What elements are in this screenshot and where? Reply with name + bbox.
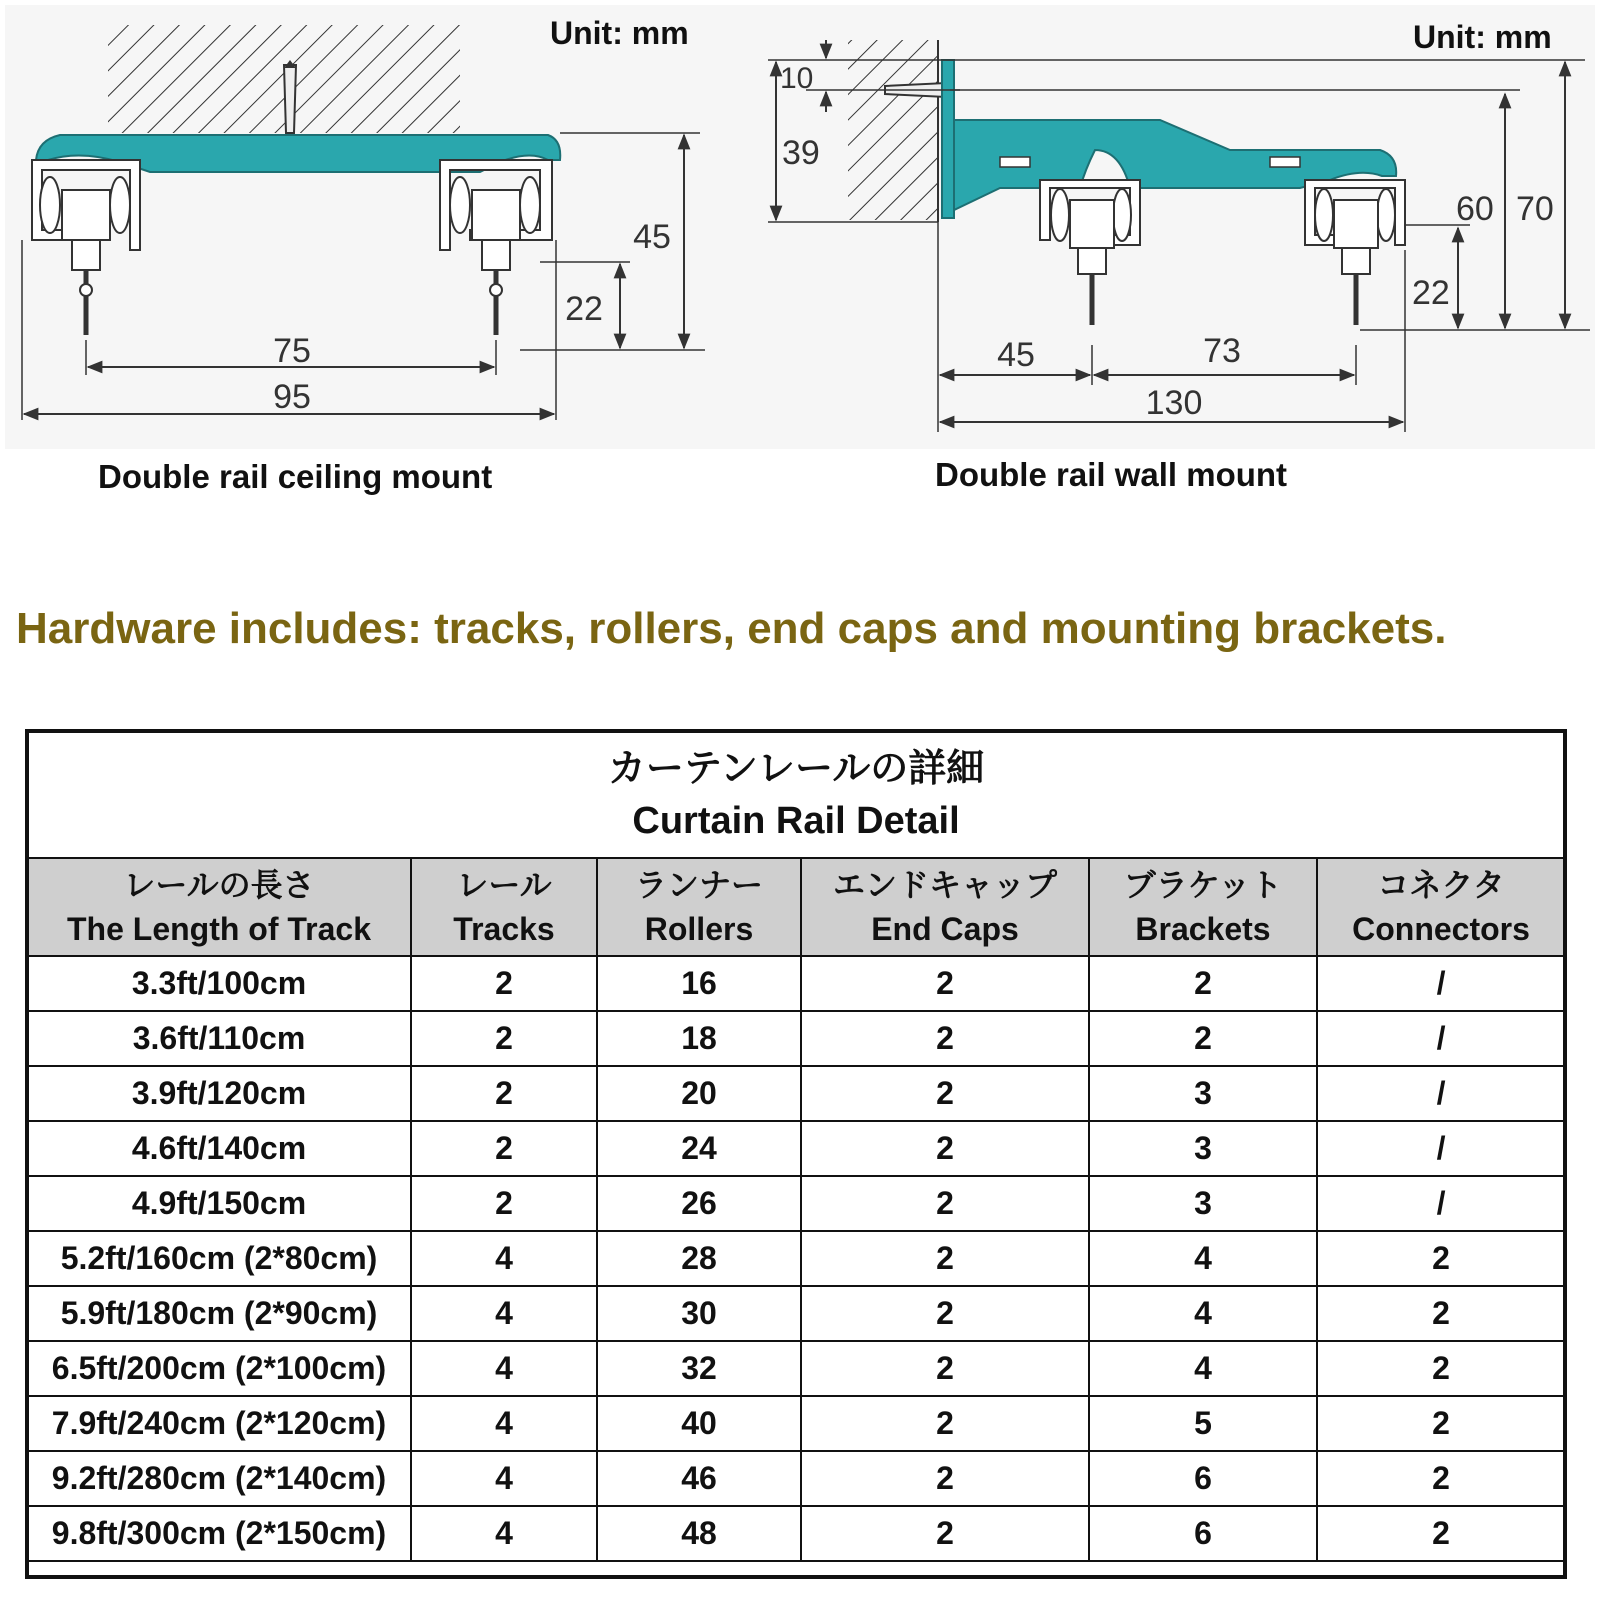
table-row — [27, 1231, 1565, 1286]
table-row — [27, 1121, 1565, 1176]
table-cell: 6 — [1089, 1506, 1317, 1561]
table-cell: 32 — [597, 1341, 801, 1396]
wall-dim-73: 73 — [1203, 332, 1241, 370]
table-row — [27, 1506, 1565, 1561]
table-cell: 2 — [801, 1396, 1089, 1451]
table-cell: 9.8ft/300cm (2*150cm) — [27, 1506, 411, 1561]
table-cell: 4 — [411, 1341, 597, 1396]
column-header — [411, 858, 597, 956]
table-cell: 2 — [1317, 1231, 1565, 1286]
table-cell: 4 — [411, 1506, 597, 1561]
table-cell: 4 — [1089, 1341, 1317, 1396]
table-cell: 4 — [1089, 1231, 1317, 1286]
table-cell: 2 — [1317, 1451, 1565, 1506]
column-header-jp: ブラケット — [1123, 867, 1283, 903]
table-cell: 3 — [1089, 1066, 1317, 1121]
table-cell: 4 — [411, 1451, 597, 1506]
ceiling-dim-95: 95 — [273, 378, 311, 416]
table-cell: 2 — [1317, 1341, 1565, 1396]
table-cell: 3 — [1089, 1176, 1317, 1231]
table-cell: 2 — [801, 956, 1089, 1011]
ceiling-dim-22: 22 — [565, 290, 603, 328]
table-cell: 2 — [1317, 1286, 1565, 1341]
column-header-jp: レール — [456, 867, 552, 903]
wall-dim-39: 39 — [782, 134, 820, 172]
table-cell: 2 — [801, 1011, 1089, 1066]
column-header-en: Tracks — [453, 911, 555, 947]
wall-dim-130: 130 — [1145, 384, 1203, 422]
table-cell: 5.9ft/180cm (2*90cm) — [27, 1286, 411, 1341]
column-header — [801, 858, 1089, 956]
table-cell: 46 — [597, 1451, 801, 1506]
table-row — [27, 1341, 1565, 1396]
table-cell: 24 — [597, 1121, 801, 1176]
table-cell: 2 — [801, 1066, 1089, 1121]
table-cell: 6 — [1089, 1451, 1317, 1506]
table-cell: 26 — [597, 1176, 801, 1231]
column-header-jp: エンドキャップ — [832, 867, 1057, 903]
table-cell: / — [1317, 956, 1565, 1011]
table-cell: 9.2ft/280cm (2*140cm) — [27, 1451, 411, 1506]
table-cell: 3.3ft/100cm — [27, 956, 411, 1011]
table-cell: 2 — [801, 1231, 1089, 1286]
column-header — [1317, 858, 1565, 956]
column-header-en: Brackets — [1135, 911, 1271, 947]
table-cell: 20 — [597, 1066, 801, 1121]
table-cell: 2 — [411, 956, 597, 1011]
table-cell: 4 — [411, 1286, 597, 1341]
column-header — [1089, 858, 1317, 956]
table-row — [27, 1176, 1565, 1231]
column-header-en: Connectors — [1352, 911, 1530, 947]
table-cell: 5.2ft/160cm (2*80cm) — [27, 1231, 411, 1286]
ceiling-screw — [284, 65, 296, 133]
table-cell: 4 — [411, 1396, 597, 1451]
table-body — [27, 956, 1565, 1561]
table-title — [27, 731, 1565, 858]
table-cell: / — [1317, 1011, 1565, 1066]
diagrams-canvas — [0, 0, 1600, 560]
table-cell: 4.9ft/150cm — [27, 1176, 411, 1231]
wall-unit-label: Unit: mm — [1413, 19, 1552, 55]
table-cell: 2 — [1317, 1506, 1565, 1561]
table-cell: 2 — [1089, 1011, 1317, 1066]
table-cell: 6.5ft/200cm (2*100cm) — [27, 1341, 411, 1396]
table-cell: 2 — [411, 1176, 597, 1231]
table-title-jp: カーテンレールの詳細 — [607, 748, 985, 790]
table-cell: 2 — [801, 1286, 1089, 1341]
table-cell: / — [1317, 1176, 1565, 1231]
table-row — [27, 1066, 1565, 1121]
column-header — [597, 858, 801, 956]
column-header-jp: コネクタ — [1377, 867, 1505, 903]
table-cell: 2 — [411, 1121, 597, 1176]
table-cell: 40 — [597, 1396, 801, 1451]
ceiling-dim-75: 75 — [273, 332, 311, 370]
table-cell: 2 — [801, 1451, 1089, 1506]
table-row — [27, 1396, 1565, 1451]
column-header — [27, 858, 411, 956]
column-header-jp: ランナー — [634, 867, 763, 903]
hardware-headline: Hardware includes: tracks, rollers, end caps and mounting brackets. — [16, 604, 1447, 653]
ceiling-mount-caption: Double rail ceiling mount — [98, 458, 493, 495]
column-header-en: End Caps — [871, 911, 1019, 947]
wall-dim-70: 70 — [1516, 190, 1554, 228]
table-cell: 3 — [1089, 1121, 1317, 1176]
table-cell: 28 — [597, 1231, 801, 1286]
column-header-jp: レールの長さ — [123, 867, 315, 903]
table-cell: / — [1317, 1066, 1565, 1121]
table-cell: 4.6ft/140cm — [27, 1121, 411, 1176]
table-cell: 2 — [1089, 956, 1317, 1011]
table-cell: 2 — [801, 1176, 1089, 1231]
table-cell: 4 — [1089, 1286, 1317, 1341]
table-cell: 48 — [597, 1506, 801, 1561]
wall-dim-60: 60 — [1456, 190, 1494, 228]
table-cell: 2 — [411, 1066, 597, 1121]
table-row — [27, 1451, 1565, 1506]
table-row — [27, 1011, 1565, 1066]
ceiling-dim-45: 45 — [633, 218, 671, 256]
column-header-en: Rollers — [644, 911, 754, 947]
table-cell: 7.9ft/240cm (2*120cm) — [27, 1396, 411, 1451]
table-cell: 3.9ft/120cm — [27, 1066, 411, 1121]
column-header-en: The Length of Track — [66, 911, 372, 947]
wall-dim-45: 45 — [997, 336, 1035, 374]
table-cell: 2 — [1317, 1396, 1565, 1451]
curtain-rail-detail-table — [25, 729, 1567, 1562]
table-cell: 4 — [411, 1231, 597, 1286]
wall-dim-10: 10 — [780, 62, 814, 95]
wall-dim-22: 22 — [1412, 274, 1450, 312]
table-header-row — [27, 858, 1565, 956]
table-row — [27, 1286, 1565, 1341]
table-cell: 3.6ft/110cm — [27, 1011, 411, 1066]
table-title-en: Curtain Rail Detail — [632, 800, 960, 842]
table-cell: / — [1317, 1121, 1565, 1176]
table-cell: 2 — [801, 1121, 1089, 1176]
table-cell: 2 — [801, 1506, 1089, 1561]
table-cell: 30 — [597, 1286, 801, 1341]
wall-hatch — [848, 40, 938, 220]
table-cell: 2 — [801, 1341, 1089, 1396]
wall-mount-caption: Double rail wall mount — [935, 456, 1288, 493]
table-cell: 18 — [597, 1011, 801, 1066]
ceiling-unit-label: Unit: mm — [550, 15, 689, 51]
table-cell: 5 — [1089, 1396, 1317, 1451]
table-cell: 2 — [411, 1011, 597, 1066]
table-row — [27, 956, 1565, 1011]
table-cell: 16 — [597, 956, 801, 1011]
